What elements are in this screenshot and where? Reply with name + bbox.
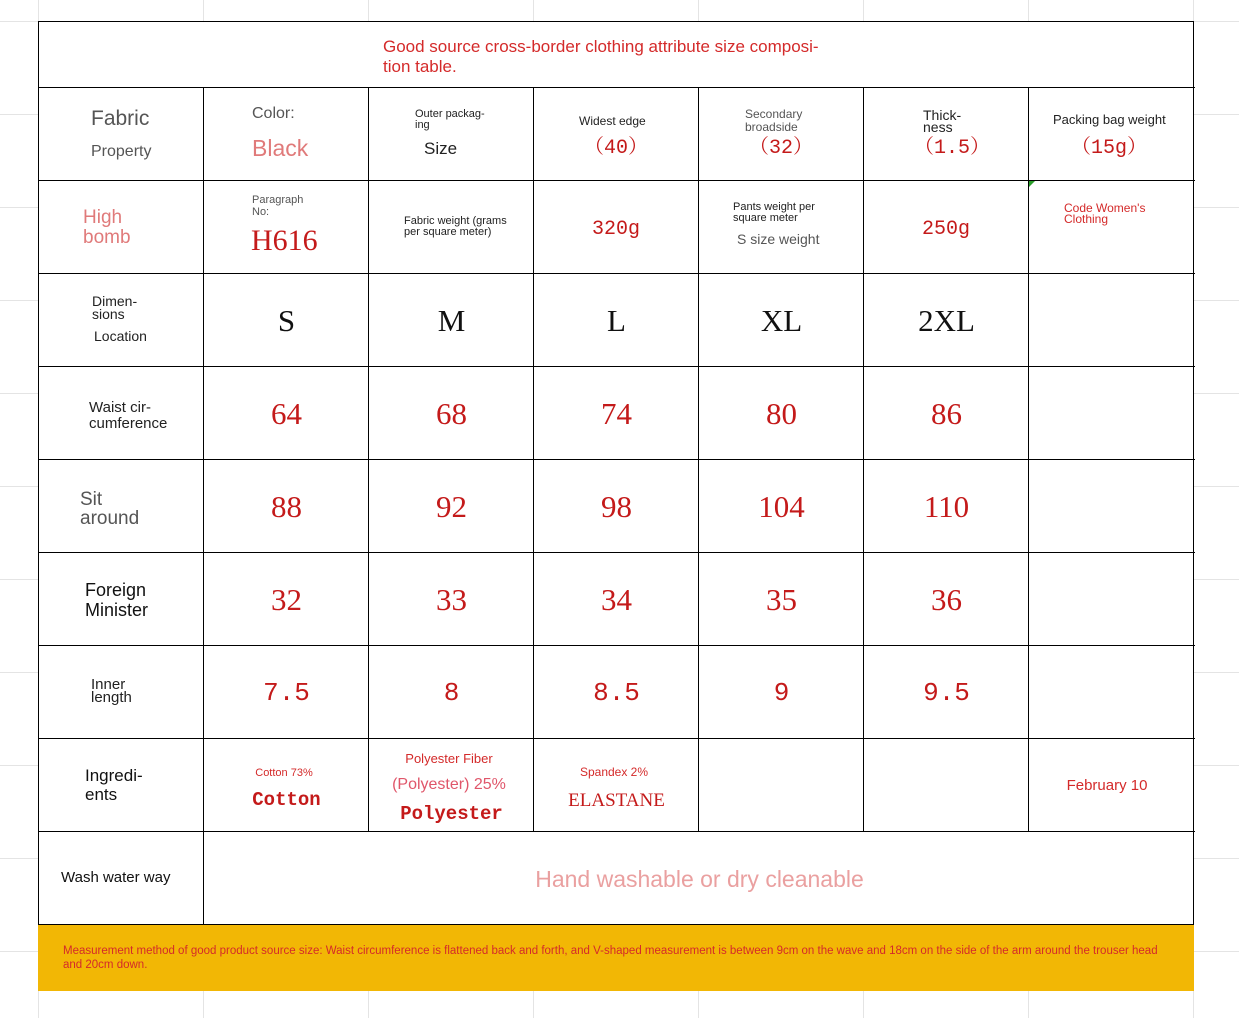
waist-label-cell[interactable] [39,367,204,460]
spandex-percentage: Spandex 2% [579,765,649,779]
thickness-value: （1.5） [914,137,991,160]
fabric-property-cell[interactable] [39,88,204,181]
waist-s-cell[interactable] [204,367,369,460]
size-2xl-cell[interactable] [864,274,1029,367]
empty-cell[interactable] [1029,274,1195,367]
inner-length-m-cell[interactable] [369,646,534,739]
inner-length-value-xl: 9 [773,678,790,708]
paragraph-label-line1: Paragraph [252,194,304,206]
pants-weight-label-line1: Pants weight per [733,201,815,213]
pants-weight-cell[interactable] [699,181,864,274]
dimensions-label-line2: sions [92,306,125,322]
inner-length-xl-cell[interactable] [699,646,864,739]
size-2xl: 2XL [918,303,975,338]
dimensions-location-cell[interactable] [39,274,204,367]
secondary-broadside-value: （32） [749,137,814,160]
ingredients-label-line2: ents [85,785,118,804]
measurement-note-banner[interactable] [38,925,1194,991]
foreign-minister-s-cell[interactable] [204,553,369,646]
sit-around-xl-cell[interactable] [699,460,864,553]
fabric-weight-label-line2: per square meter) [404,226,492,238]
foreign-minister-2xl-cell[interactable] [864,553,1029,646]
cotton-name: Cotton [252,789,321,811]
date-cell[interactable] [1029,739,1195,832]
waist-value-2xl: 86 [931,396,962,431]
foreign-minister-value-s: 32 [271,582,302,617]
sit-around-label-line1: Sit [80,489,103,510]
paragraph-number-cell[interactable] [204,181,369,274]
sit-around-value-m: 92 [436,489,467,524]
date-value: February 10 [1066,777,1148,794]
size-m: M [437,303,466,338]
waist-label-line1: Waist cir- [89,399,151,416]
foreign-minister-label-cell[interactable] [39,553,204,646]
inner-length-2xl-cell[interactable] [864,646,1029,739]
inner-length-value-l: 8.5 [593,678,640,708]
packing-bag-weight-cell[interactable] [1029,88,1195,181]
size-label: Size [424,139,458,158]
size-l: L [607,303,626,338]
widest-edge-label: Widest edge [579,114,646,128]
paragraph-label-line2: No: [252,206,270,218]
inner-length-label-line2: length [91,689,132,706]
wash-value: Hand washable or dry cleanable [535,866,864,892]
waist-value-m: 68 [436,396,467,431]
location-label: Location [94,328,147,344]
foreign-minister-xl-cell[interactable] [699,553,864,646]
wash-label-cell[interactable] [39,832,204,924]
wash-label: Wash water way [61,869,171,886]
high-bomb-label-line2: bomb [83,227,131,248]
polyester-name: Polyester [400,803,503,825]
polyester-label-line1: Polyester Fiber [405,751,493,766]
foreign-minister-label-line1: Foreign [85,580,147,600]
color-cell[interactable] [204,88,369,181]
inner-length-value-s: 7.5 [263,678,310,708]
polyester-label-line2: (Polyester) 25% [392,776,506,793]
cotton-cell[interactable] [204,739,369,832]
foreign-minister-m-cell[interactable] [369,553,534,646]
size-composition-table [38,21,1194,925]
title-cell[interactable] [39,22,1195,88]
empty-cell[interactable] [1029,553,1195,646]
waist-xl-cell[interactable] [699,367,864,460]
empty-cell[interactable] [699,739,864,832]
inner-length-label-line1: Inner [91,676,126,693]
foreign-minister-value-l: 34 [601,582,632,617]
high-bomb-cell[interactable] [39,181,204,274]
ingredients-label-line1: Ingredi- [85,766,143,785]
empty-cell[interactable] [1029,367,1195,460]
packing-bag-weight-value: （15g） [1071,137,1148,160]
s-size-weight-value-cell[interactable] [864,181,1029,274]
secondary-broadside-label-line2: broadside [745,120,798,134]
inner-length-l-cell[interactable] [534,646,699,739]
waist-label-line2: cumference [89,415,168,432]
widest-edge-cell[interactable] [534,88,699,181]
widest-edge-value: （40） [584,137,649,160]
wash-value-cell[interactable] [204,832,1195,924]
spandex-cell[interactable] [534,739,699,832]
fabric-weight-value-cell[interactable] [534,181,699,274]
dimensions-label-line1: Dimen- [92,293,138,309]
size-xl: XL [760,303,803,338]
inner-length-label-cell[interactable] [39,646,204,739]
code-label-line2: Clothing [1064,212,1109,226]
size-s-cell[interactable] [204,274,369,367]
size-m-cell[interactable] [369,274,534,367]
empty-cell[interactable] [1029,646,1195,739]
sit-around-l-cell[interactable] [534,460,699,553]
sit-around-2xl-cell[interactable] [864,460,1029,553]
size-xl-cell[interactable] [699,274,864,367]
sit-around-value-2xl: 110 [923,489,970,524]
foreign-minister-value-xl: 35 [766,582,797,617]
color-label: Color: [252,105,295,122]
outer-packaging-label-line1: Outer packag- [415,108,485,120]
cotton-percentage: Cotton 73% [255,767,313,779]
waist-value-xl: 80 [766,396,797,431]
empty-cell[interactable] [1029,460,1195,553]
fabric-weight-value: 320g [592,218,641,241]
sit-around-value-s: 88 [271,489,302,524]
code-womens-clothing-cell[interactable] [1029,181,1195,274]
code-label-line1: Code Women's [1064,201,1146,215]
foreign-minister-value-m: 33 [436,582,467,617]
property-label: Property [91,143,152,160]
high-bomb-label-line1: High [83,207,123,228]
foreign-minister-label-line2: Minister [85,600,149,620]
waist-m-cell[interactable] [369,367,534,460]
sit-around-label-line2: around [80,508,140,529]
fabric-weight-label-cell[interactable] [369,181,534,274]
thickness-cell[interactable] [864,88,1029,181]
measurement-note: Measurement method of good product source size: Waist circumference is flattened back and forth, and V-shaped measurement is between 9cm on the wave and 18cm on the side of the arm around the trouser head and 20cm down. [63,945,1158,971]
paragraph-number-value: H616 [251,224,318,257]
waist-2xl-cell[interactable] [864,367,1029,460]
elastane-name: ELASTANE [568,790,665,811]
pants-weight-label-line2: square meter [733,212,798,224]
inner-length-value-m: 8 [443,678,460,708]
secondary-broadside-label-line1: Secondary [745,107,803,121]
ingredients-label-cell[interactable] [39,739,204,832]
sit-around-s-cell[interactable] [204,460,369,553]
inner-length-value-2xl: 9.5 [923,678,970,708]
thickness-label-line1: Thick- [923,107,962,123]
s-size-weight-value: 250g [922,218,971,241]
thickness-label-line2: ness [923,119,953,135]
foreign-minister-l-cell[interactable] [534,553,699,646]
waist-value-l: 74 [601,396,632,431]
s-size-weight-label: S size weight [737,231,820,247]
waist-l-cell[interactable] [534,367,699,460]
table-title-line1: Good source cross-border clothing attribute size composi- [383,37,819,56]
sit-around-value-xl: 104 [758,489,805,524]
polyester-cell[interactable] [369,739,534,832]
packing-bag-weight-label: Packing bag weight [1053,112,1166,127]
sit-around-m-cell[interactable] [369,460,534,553]
inner-length-s-cell[interactable] [204,646,369,739]
outer-packaging-cell[interactable] [369,88,534,181]
foreign-minister-value-2xl: 36 [931,582,962,617]
sit-around-value-l: 98 [601,489,632,524]
secondary-broadside-cell[interactable] [699,88,864,181]
outer-packaging-label-line2: ing [415,119,430,131]
cell-comment-marker [1029,181,1035,187]
waist-value-s: 64 [271,396,302,431]
sit-around-label-cell[interactable] [39,460,204,553]
color-value: Black [252,135,309,161]
size-s: S [277,303,296,338]
table-title-line2: tion table. [383,57,457,76]
fabric-weight-label-line1: Fabric weight (grams [404,215,507,227]
fabric-label: Fabric [91,107,150,130]
size-l-cell[interactable] [534,274,699,367]
empty-cell[interactable] [864,739,1029,832]
